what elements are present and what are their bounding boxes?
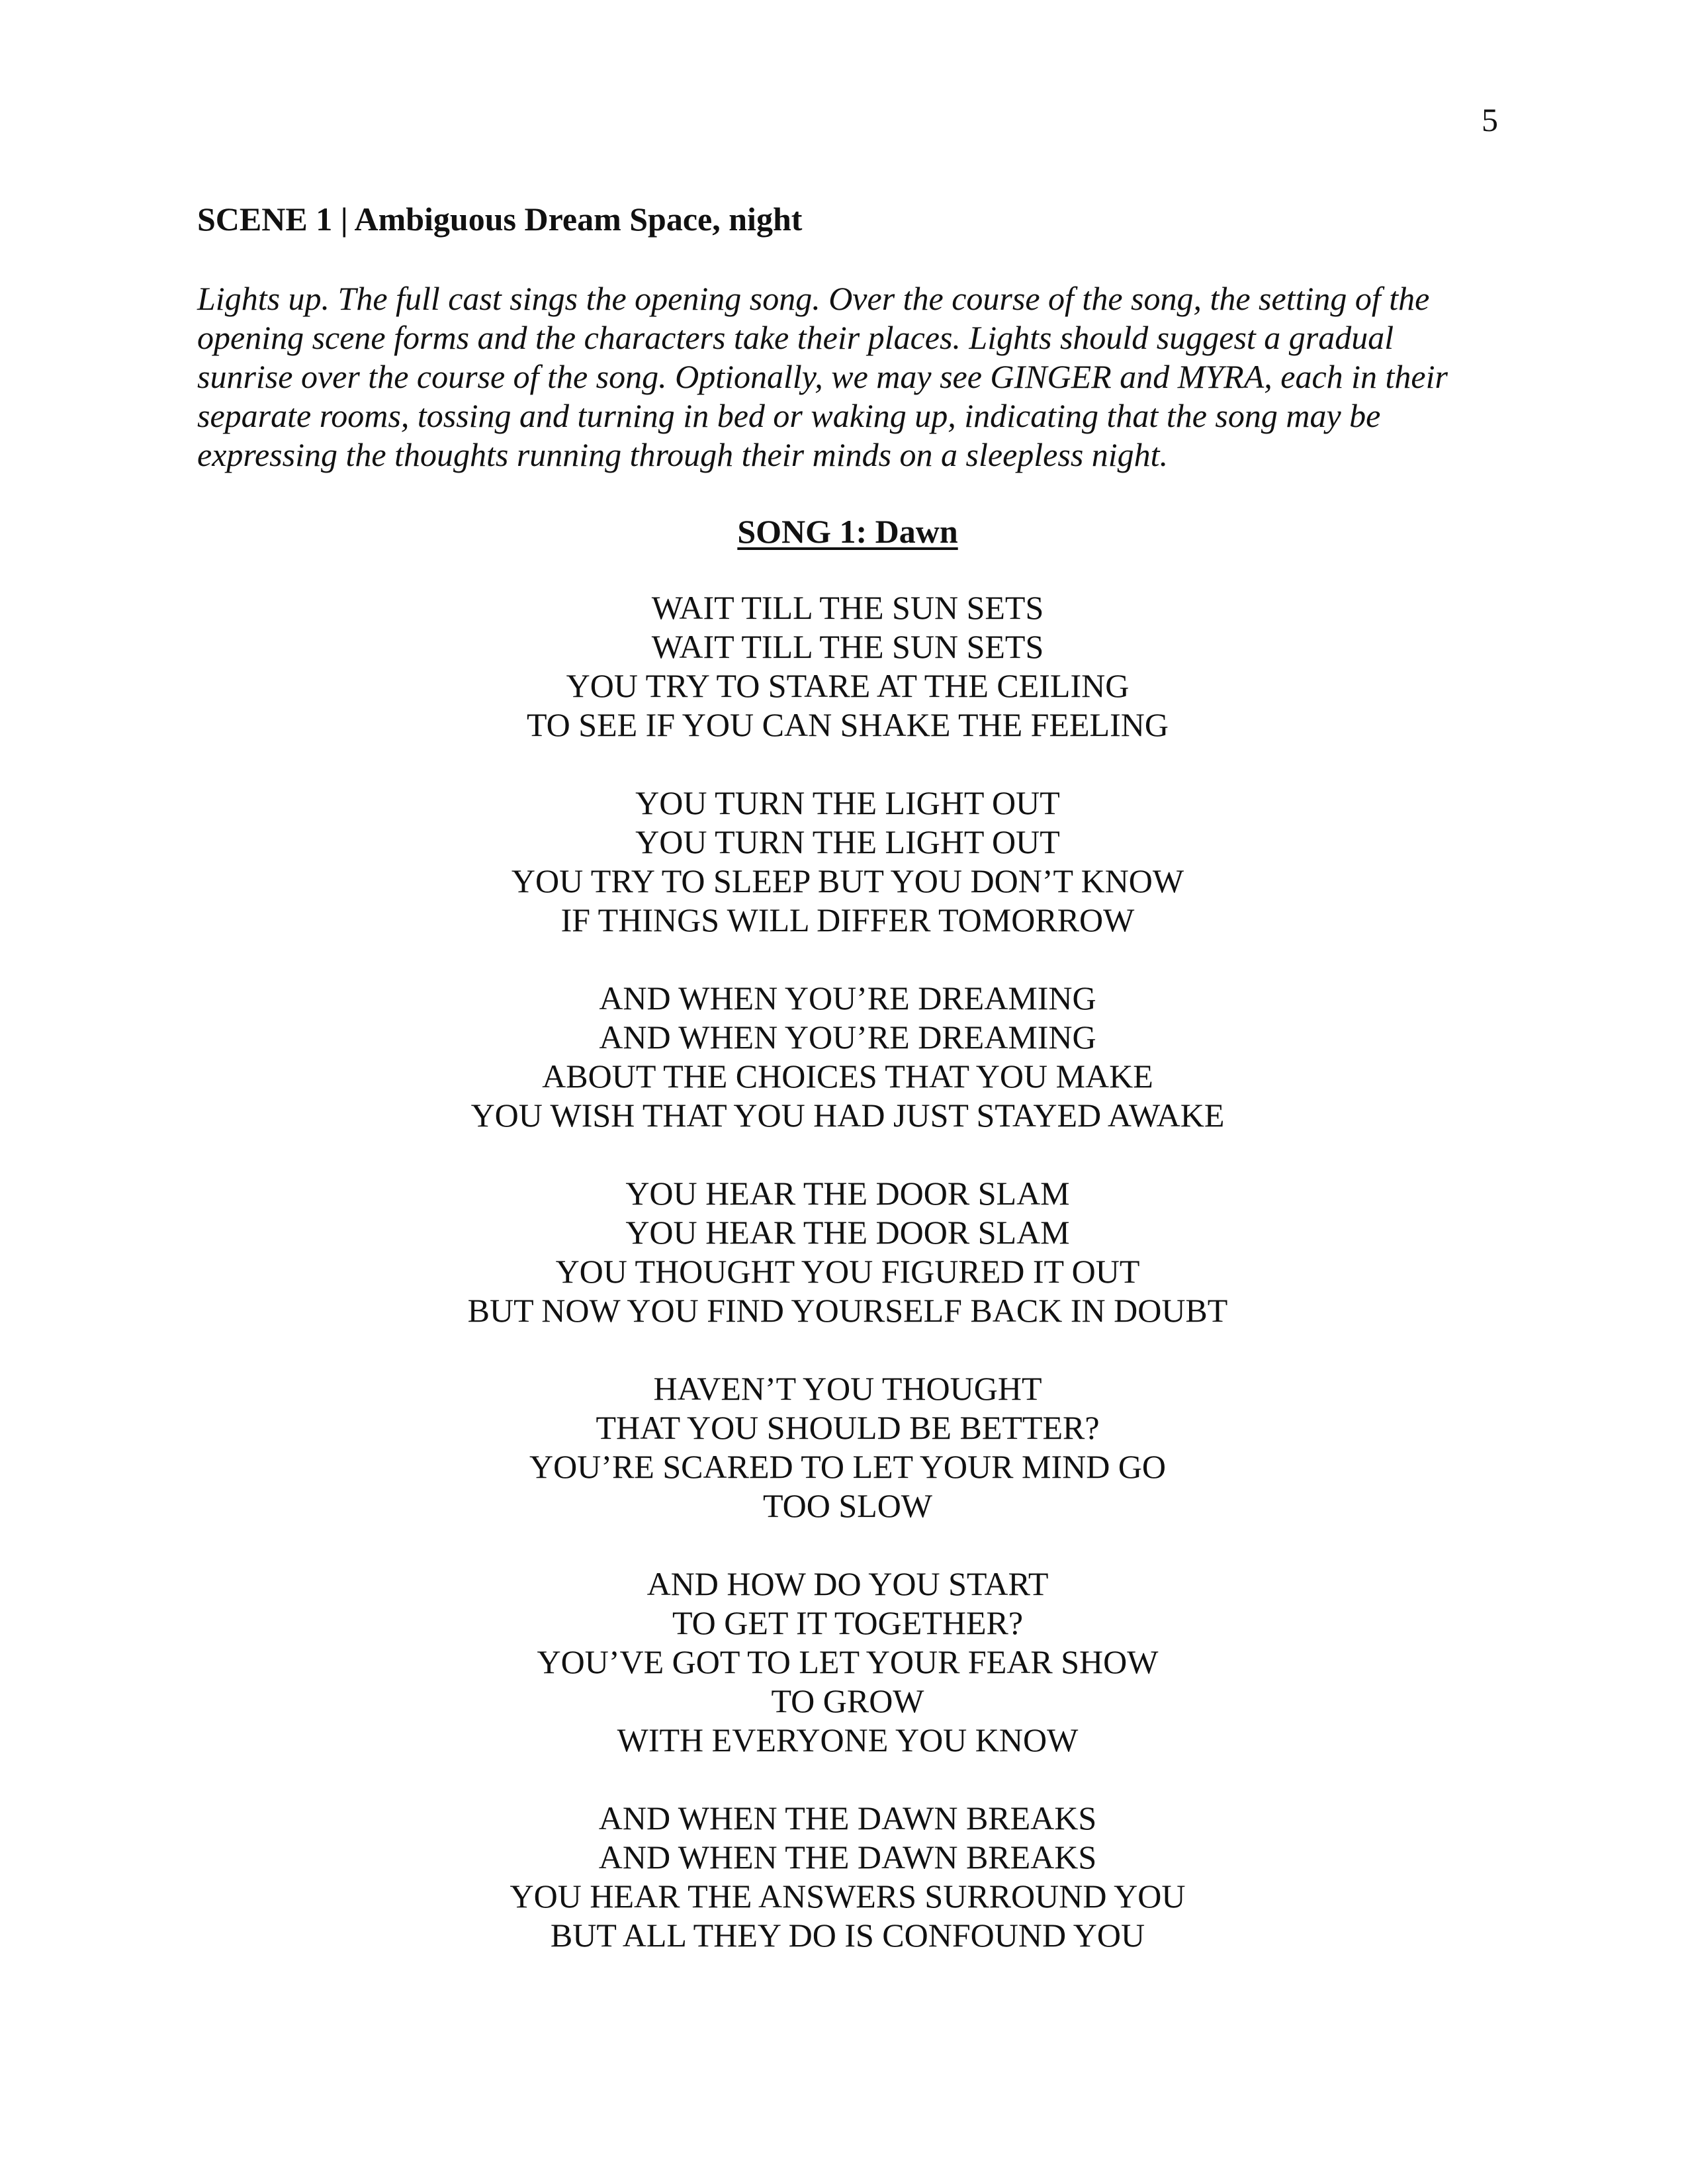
script-page — [197, 199, 1498, 1994]
scene-heading: SCENE 1 | Ambiguous Dream Space, night — [197, 201, 803, 238]
lyric-line: WITH EVERYONE YOU KNOW — [617, 1721, 1079, 1758]
lyric-line: YOU TRY TO SLEEP BUT YOU DON’T KNOW — [511, 862, 1184, 899]
lyric-line: THAT YOU SHOULD BE BETTER? — [596, 1409, 1100, 1446]
lyric-stanza — [197, 1174, 1498, 1330]
lyric-line: WAIT TILL THE SUN SETS — [651, 589, 1044, 626]
lyric-line: YOU TRY TO STARE AT THE CEILING — [566, 667, 1130, 704]
lyric-line: BUT ALL THEY DO IS CONFOUND YOU — [550, 1917, 1145, 1954]
lyric-line: TO GET IT TOGETHER? — [672, 1604, 1024, 1641]
lyric-line: TO GROW — [771, 1682, 924, 1719]
lyric-line: TOO SLOW — [762, 1487, 932, 1524]
song-title: SONG 1: Dawn — [737, 513, 958, 550]
lyric-line: TO SEE IF YOU CAN SHAKE THE FEELING — [527, 706, 1169, 743]
lyric-line: YOU TURN THE LIGHT OUT — [635, 823, 1060, 860]
lyric-line: ABOUT THE CHOICES THAT YOU MAKE — [542, 1058, 1153, 1095]
lyric-line: AND WHEN THE DAWN BREAKS — [598, 1799, 1097, 1837]
stage-direction-line: expressing the thoughts running through their minds on a sleepless night. — [197, 436, 1169, 473]
stage-direction — [197, 279, 1498, 475]
page-number: 5 — [1482, 101, 1498, 138]
lyric-stanza — [197, 1565, 1498, 1760]
lyric-line: YOU’RE SCARED TO LET YOUR MIND GO — [529, 1448, 1167, 1485]
lyric-line: WAIT TILL THE SUN SETS — [651, 628, 1044, 665]
lyric-line: YOU HEAR THE DOOR SLAM — [625, 1214, 1070, 1251]
lyric-line: HAVEN’T YOU THOUGHT — [653, 1370, 1042, 1407]
lyric-line: IF THINGS WILL DIFFER TOMORROW — [560, 901, 1135, 938]
lyric-line: BUT NOW YOU FIND YOURSELF BACK IN DOUBT — [467, 1292, 1228, 1329]
lyric-stanza — [197, 1799, 1498, 1955]
lyric-line: YOU WISH THAT YOU HAD JUST STAYED AWAKE — [470, 1097, 1225, 1134]
stage-direction-line: opening scene forms and the characters take their places. Lights should suggest a gradual — [197, 319, 1394, 356]
stage-direction-line: sunrise over the course of the song. Optionally, we may see GINGER and MYRA, each in their — [197, 358, 1448, 395]
lyric-stanza — [197, 784, 1498, 940]
lyric-stanza — [197, 1369, 1498, 1525]
lyric-stanza — [197, 588, 1498, 745]
lyric-stanza — [197, 979, 1498, 1135]
lyric-line: AND WHEN YOU’RE DREAMING — [599, 1019, 1096, 1056]
lyric-line: YOU TURN THE LIGHT OUT — [635, 784, 1060, 821]
lyric-line: AND WHEN THE DAWN BREAKS — [598, 1839, 1097, 1876]
lyric-line: AND HOW DO YOU START — [646, 1565, 1049, 1602]
lyric-line: YOU HEAR THE DOOR SLAM — [625, 1175, 1070, 1212]
song-lyrics — [197, 588, 1498, 1955]
lyric-line: YOU THOUGHT YOU FIGURED IT OUT — [555, 1253, 1140, 1290]
stage-direction-line: separate rooms, tossing and turning in bed or waking up, indicating that the song may be — [197, 397, 1381, 434]
lyric-line: YOU’VE GOT TO LET YOUR FEAR SHOW — [537, 1643, 1159, 1680]
lyric-line: AND WHEN YOU’RE DREAMING — [599, 979, 1096, 1017]
stage-direction-line: Lights up. The full cast sings the opening song. Over the course of the song, the setting of the — [197, 280, 1430, 317]
lyric-line: YOU HEAR THE ANSWERS SURROUND YOU — [510, 1878, 1186, 1915]
